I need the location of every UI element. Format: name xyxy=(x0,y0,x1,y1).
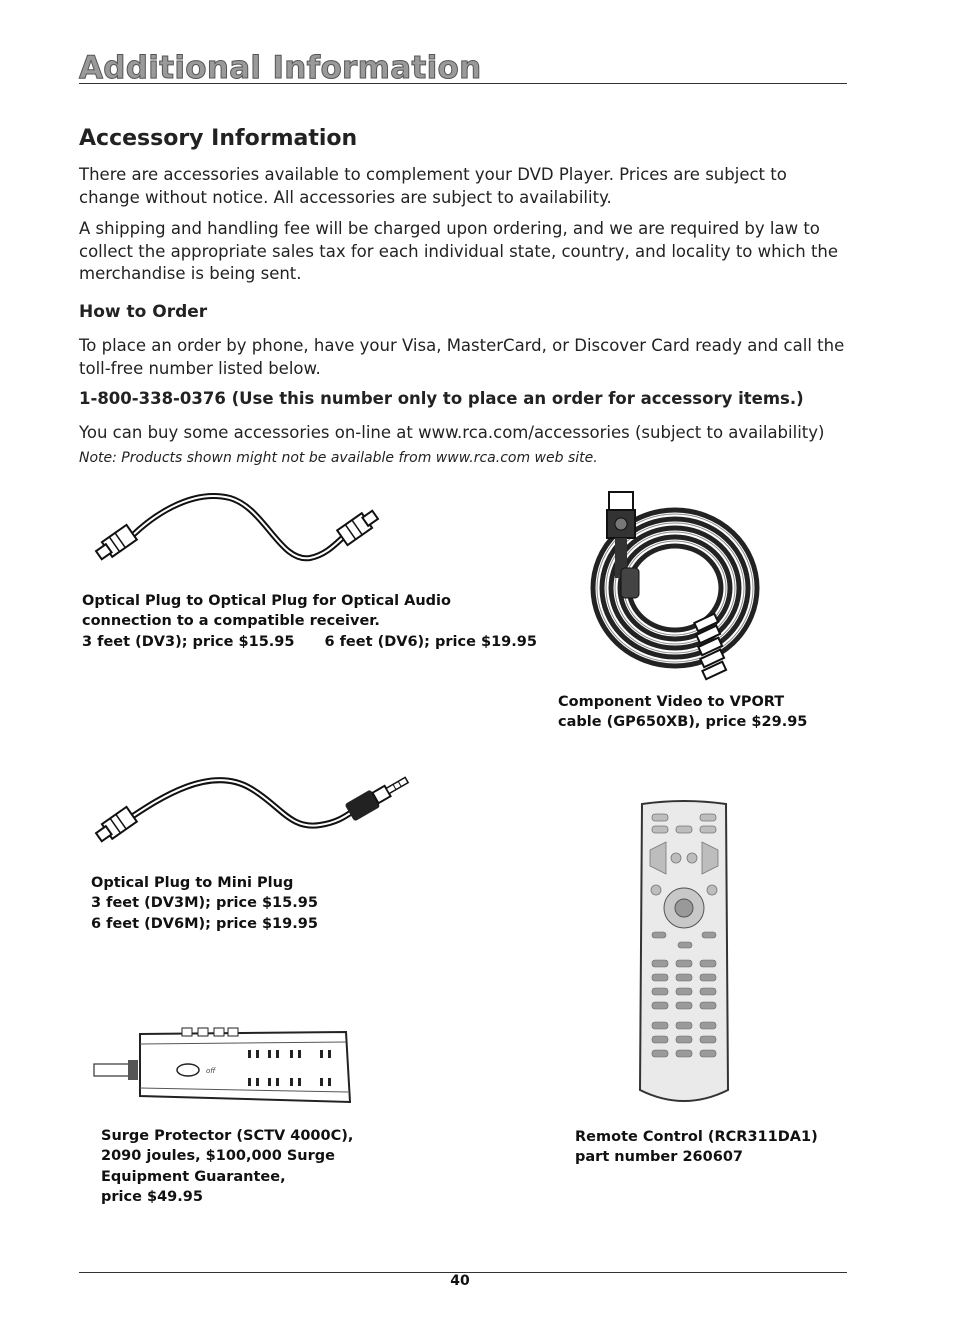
optical-mini-price-3ft: 3 feet (DV3M); price $15.95 xyxy=(91,895,318,912)
optical-cable-desc: connection to a compatible receiver. xyxy=(82,613,380,630)
component-cable-image xyxy=(585,488,765,688)
order-phone-number: 1-800-338-0376 (Use this number only to place an order for accessory items.) xyxy=(79,389,804,408)
optical-mini-cable-image xyxy=(90,770,410,850)
header-rule xyxy=(79,83,847,84)
surge-protector-price: price $49.95 xyxy=(101,1188,203,1205)
intro-paragraph-2: A shipping and handling fee will be charged upon ordering, and we are required by law to collect the appropriate sales tax for each individual state, country, and locality to which the merchandise is being sent. xyxy=(79,219,839,283)
order-instructions: To place an order by phone, have your Visa, MasterCard, or Discover Card ready and call the toll-free number listed below. xyxy=(79,336,845,378)
surge-protector-caption xyxy=(101,1126,353,1207)
optical-cable-image xyxy=(90,488,390,573)
component-cable-title: Component Video to VPORT xyxy=(558,694,785,710)
surge-protector-image xyxy=(94,1026,354,1110)
component-cable-caption xyxy=(558,692,807,733)
intro-paragraph-1: There are accessories available to complement your DVD Player. Prices are subject to change without notice. All accessories are subject to availability. xyxy=(79,165,787,207)
surge-protector-joules: 2090 joules, $100,000 Surge xyxy=(101,1148,335,1165)
optical-cable-price-6ft: 6 feet (DV6); price $19.95 xyxy=(324,633,537,650)
optical-cable-caption xyxy=(82,591,537,652)
availability-note: Note: Products shown might not be available from www.rca.com web site. xyxy=(79,450,598,466)
optical-mini-title: Optical Plug to Mini Plug xyxy=(91,875,294,891)
surge-protector-title: Surge Protector (SCTV 4000C), xyxy=(101,1128,354,1144)
remote-control-caption xyxy=(575,1127,818,1168)
surge-switch-label: off xyxy=(206,1067,216,1075)
how-to-order-heading: How to Order xyxy=(79,302,208,322)
page-title: Additional Information xyxy=(79,50,482,86)
optical-mini-caption xyxy=(91,873,318,934)
optical-mini-price-6ft: 6 feet (DV6M); price $19.95 xyxy=(91,915,318,932)
section-heading: Accessory Information xyxy=(79,126,358,151)
surge-protector-guarantee: Equipment Guarantee, xyxy=(101,1168,286,1185)
remote-control-title: Remote Control (RCR311DA1) xyxy=(575,1129,818,1145)
optical-cable-title: Optical Plug to Optical Plug for Optical Audio xyxy=(82,593,451,609)
online-purchase-text: You can buy some accessories on-line at www.rca.com/accessories (subject to availability) xyxy=(79,423,825,442)
optical-cable-price-3ft: 3 feet (DV3); price $15.95 xyxy=(82,633,295,650)
remote-control-image xyxy=(636,800,732,1108)
optical-cable-prices xyxy=(82,632,537,652)
component-cable-price: cable (GP650XB), price $29.95 xyxy=(558,714,808,731)
page-number: 40 xyxy=(450,1273,470,1289)
remote-control-part-number: part number 260607 xyxy=(575,1149,743,1166)
